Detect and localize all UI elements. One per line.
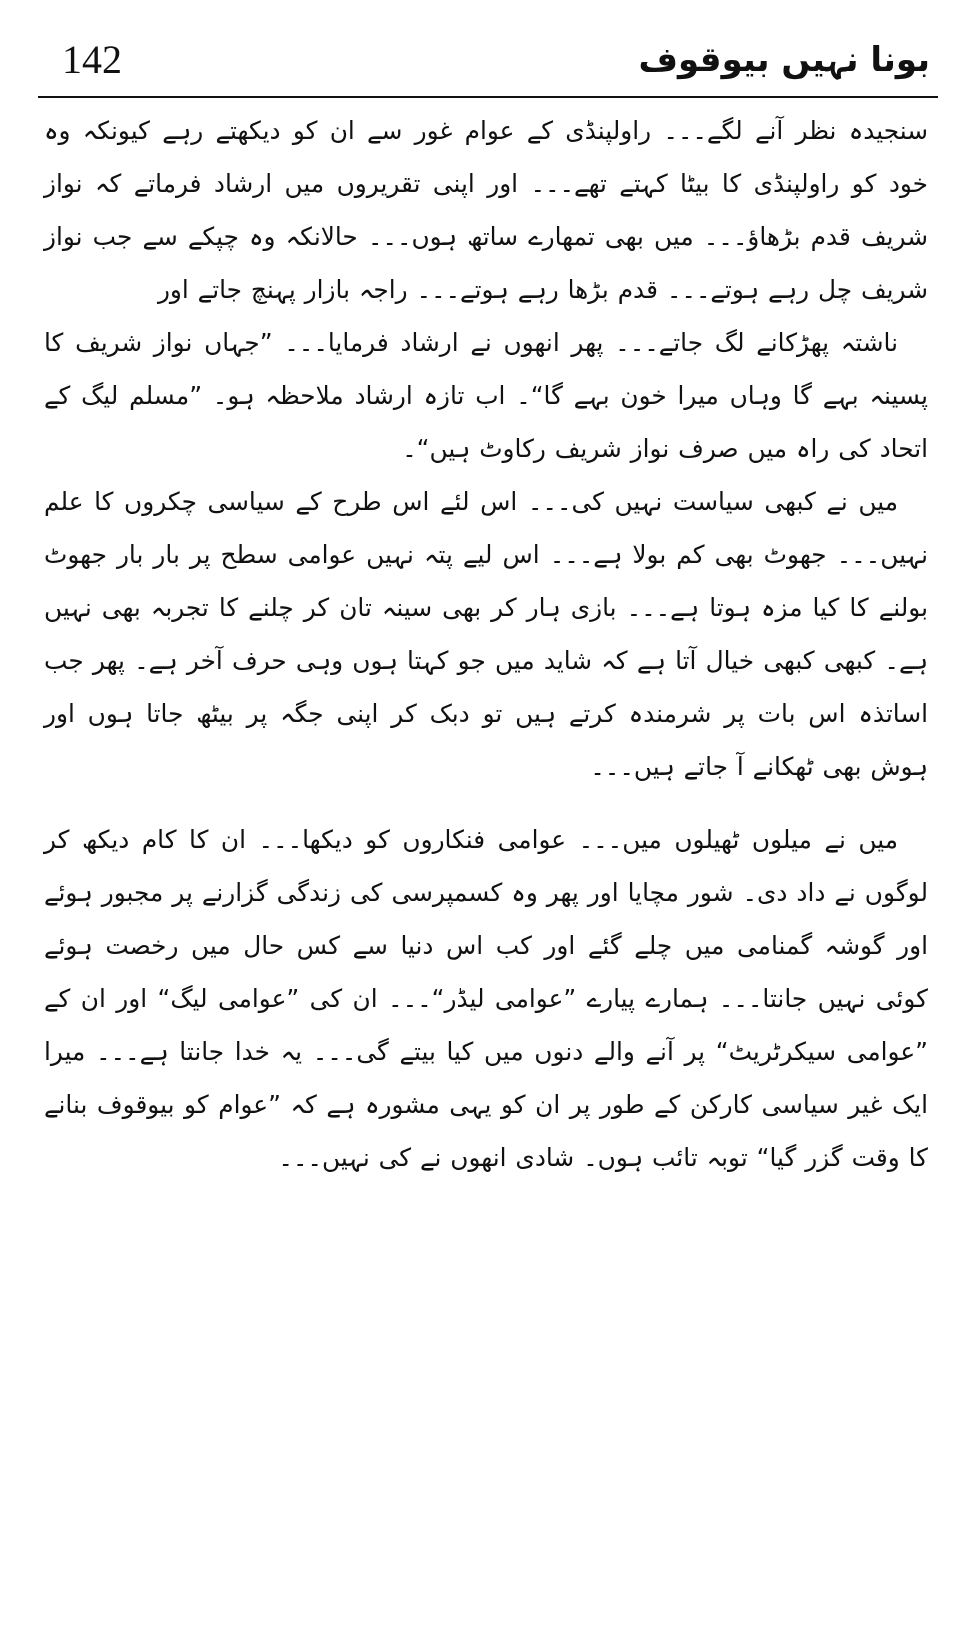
body-text xyxy=(44,104,928,1184)
page-header xyxy=(38,20,938,100)
header-divider xyxy=(38,96,938,98)
running-title: بونا نہیں بیوقوف xyxy=(638,40,930,80)
paragraph: ناشتہ پھڑکانے لگ جاتے۔۔۔ پھر انھوں نے ارشاد فرمایا۔۔۔ ”جہاں نواز شریف کا پسینہ بہے گا وہاں میرا خون بہے گا“۔ اب تازہ ارشاد ملاحظہ ہو۔ ”مسلم لیگ کے اتحاد کی راہ میں صرف نواز شریف رکاوٹ ہیں“۔ xyxy=(44,328,928,463)
paragraph: میں نے کبھی سیاست نہیں کی۔۔۔ اس لئے اس طرح کے سیاسی چکروں کا علم نہیں۔۔۔ جھوٹ بھی کم بولا ہے۔۔۔ اس لیے پتہ نہیں عوامی سطح پر بار بار جھوٹ بولنے کا کیا مزہ ہوتا ہے۔۔۔ بازی ہار کر بھی سینہ تان کر چلنے کا تجربہ بھی نہیں ہے۔ کبھی کبھی خیال آتا ہے کہ شاید میں جو کہتا ہوں وہی حرف آخر ہے۔ پھر جب اساتذہ اس بات پر شرمندہ کرتے ہیں تو دبک کر اپنی جگہ پر بیٹھ جاتا ہوں اور ہوش بھی ٹھکانے آ جاتے ہیں۔۔۔ xyxy=(44,487,928,781)
paragraph: سنجیدہ نظر آنے لگے۔۔۔ راولپنڈی کے عوام غور سے ان کو دیکھتے رہے کیونکہ وہ خود کو راولپنڈی کا بیٹا کہتے تھے۔۔۔ اور اپنی تقریروں میں ارشاد فرماتے کہ نواز شریف قدم بڑھاؤ۔۔۔ میں بھی تمھارے ساتھ ہوں۔۔۔ حالانکہ وہ چپکے سے جب نواز شریف چل رہے ہوتے۔۔۔ قدم بڑھا رہے ہوتے۔۔۔ راجہ بازار پہنچ جاتے اور xyxy=(44,116,928,304)
page-number: 142 xyxy=(62,37,122,82)
paragraph: میں نے میلوں ٹھیلوں میں۔۔۔ عوامی فنکاروں کو دیکھا۔۔۔ ان کا کام دیکھ کر لوگوں نے داد دی۔ شور مچایا اور پھر وہ کسمپرسی کی زندگی گزارنے پر مجبور ہوئے اور گوشہ گمنامی میں چلے گئے اور کب اس دنیا سے کس حال میں رخصت ہوئے کوئی نہیں جانتا۔۔۔ ہمارے پیارے ”عوامی لیڈر“۔۔۔ ان کی ”عوامی لیگ“ اور ان کے ”عوامی سیکرٹریٹ“ پر آنے والے دنوں میں کیا بیتے گی۔۔۔ یہ خدا جانتا ہے۔۔۔ میرا ایک غیر سیاسی کارکن کے طور پر ان کو یہی مشورہ ہے کہ ”عوام کو بیوقوف بنانے کا وقت گزر گیا“ توبہ تائب ہوں۔ شادی انھوں نے کی نہیں۔۔۔ xyxy=(44,825,928,1172)
